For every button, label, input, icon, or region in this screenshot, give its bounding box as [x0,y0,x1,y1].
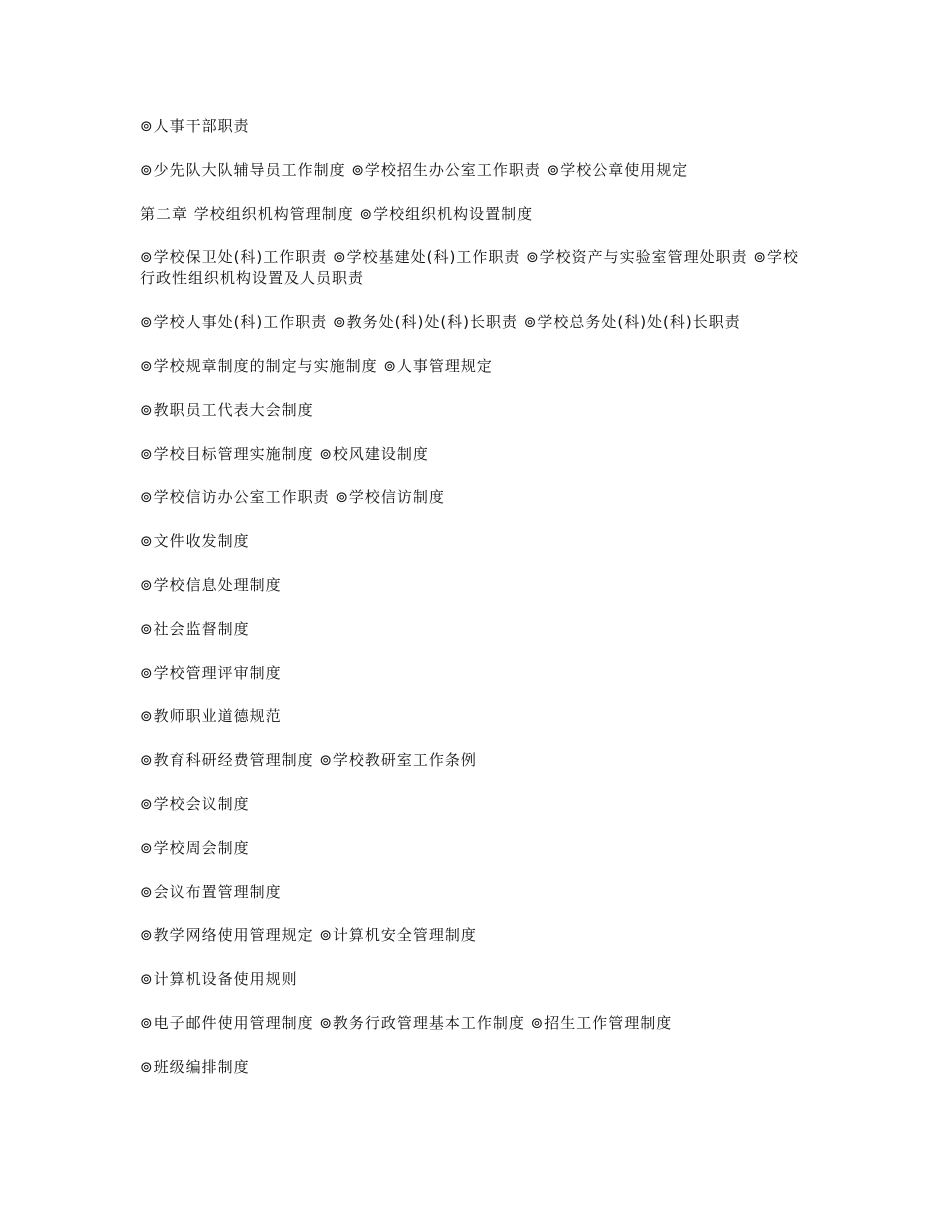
document-body [140,116,820,1101]
text-line: ⊚学校信访办公室工作职责 ⊚学校信访制度 [140,488,445,507]
text-line: ⊚人事干部职责 [140,117,250,135]
text-line: ⊚社会监督制度 [140,619,250,638]
text-line: ⊚学校信息处理制度 [140,575,282,594]
text-line: ⊚学校管理评审制度 [140,663,282,682]
text-line: ⊚学校周会制度 [140,838,250,857]
text-line: ⊚教育科研经费管理制度 ⊚学校教研室工作条例 [140,751,477,770]
text-line: ⊚会议布置管理制度 [140,882,282,901]
text-line: ⊚学校规章制度的制定与实施制度 ⊚人事管理规定 [140,356,493,375]
text-line: ⊚学校人事处(科)工作职责 ⊚教务处(科)处(科)长职责 ⊚学校总务处(科)处(科)长职责 [140,313,741,332]
text-line: ⊚学校保卫处(科)工作职责 ⊚学校基建处(科)工作职责 ⊚学校资产与实验室管理处职责 ⊚学校 行政性组织机构设置及人员职责 [140,248,799,288]
text-line: ⊚少先队大队辅导员工作制度 ⊚学校招生办公室工作职责 ⊚学校公章使用规定 [140,160,689,179]
text-line: ⊚计算机设备使用规则 [140,970,298,989]
chapter-heading-line: 第二章 学校组织机构管理制度 ⊚学校组织机构设置制度 [140,204,534,223]
text-line: ⊚教学网络使用管理规定 ⊚计算机安全管理制度 [140,926,477,945]
text-line: ⊚电子邮件使用管理制度 ⊚教务行政管理基本工作制度 ⊚招生工作管理制度 [140,1013,673,1032]
text-line: ⊚文件收发制度 [140,532,250,551]
text-line: ⊚班级编排制度 [140,1057,250,1076]
text-line: ⊚学校目标管理实施制度 ⊚校风建设制度 [140,444,429,463]
text-line: ⊚学校会议制度 [140,794,250,813]
text-line: ⊚教职员工代表大会制度 [140,400,314,419]
text-line: ⊚教师职业道德规范 [140,707,282,726]
